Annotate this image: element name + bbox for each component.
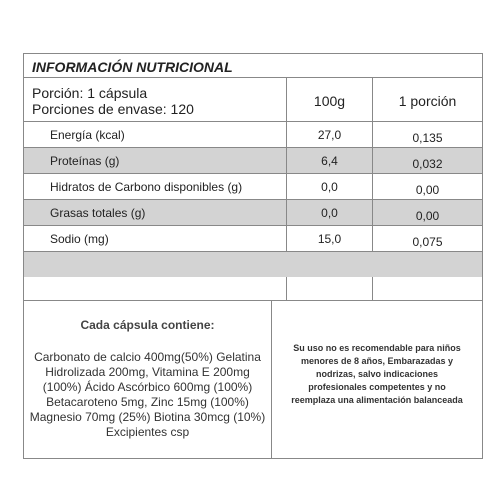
nutrient-label: Energía (kcal)	[50, 128, 125, 142]
nutrient-row	[24, 122, 482, 148]
empty-row	[24, 277, 482, 301]
empty-cell	[24, 277, 286, 300]
empty-cell	[372, 277, 482, 300]
servings-per-container: Porciones de envase: 120	[32, 101, 194, 117]
empty-cell	[286, 277, 372, 300]
column-header-100g: 100g	[286, 78, 372, 121]
header-row	[24, 78, 482, 122]
capsule-ingredients: Carbonato de calcio 400mg(50%) Gelatina Hidrolizada 200mg, Vitamina E 200mg (100%) Ácido Ascórbico 600mg (100%) Betacaroteno 5mg, Zinc 15mg (100%) Magnesio 70mg (25%) Biotina 30mcg (10%) Excipientes csp	[29, 350, 266, 439]
nutrient-value-portion: 0,075	[372, 226, 482, 251]
nutrient-value-portion: 0,032	[372, 148, 482, 173]
nutrient-value-portion: 0,135	[372, 122, 482, 147]
warning-text: Su uso no es recomendable para niños menores de 8 años, Embarazadas y nodrizas, salvo indicaciones profesionales competentes y no reemplaza una alimentación balanceada	[291, 343, 463, 405]
nutrient-label: Grasas totales (g)	[50, 206, 146, 220]
serving-info	[24, 78, 286, 121]
nutrient-value-100g: 6,4	[286, 148, 372, 173]
nutrient-label: Sodio (mg)	[50, 232, 109, 246]
nutrient-value-portion: 0,00	[372, 174, 482, 199]
nutrient-value-portion: 0,00	[372, 200, 482, 225]
empty-shaded-row	[24, 252, 482, 277]
capsule-contents-box	[24, 301, 272, 458]
nutrient-row	[24, 148, 482, 174]
nutrient-label: Proteínas (g)	[50, 154, 120, 168]
nutrient-label: Hidratos de Carbono disponibles (g)	[50, 180, 243, 194]
footer-section	[24, 301, 482, 458]
nutrient-row	[24, 200, 482, 226]
column-header-portion: 1 porción	[372, 78, 482, 121]
nutrient-value-100g: 0,0	[286, 200, 372, 225]
nutrition-title: INFORMACIÓN NUTRICIONAL	[24, 54, 482, 78]
nutrient-row	[24, 226, 482, 252]
nutrient-row	[24, 174, 482, 200]
nutrient-value-100g: 0,0	[286, 174, 372, 199]
nutrient-value-100g: 15,0	[286, 226, 372, 251]
nutrient-value-100g: 27,0	[286, 122, 372, 147]
serving-size: Porción: 1 cápsula	[32, 85, 148, 101]
nutrition-label	[23, 53, 483, 459]
capsule-heading: Cada cápsula contiene:	[80, 318, 215, 332]
